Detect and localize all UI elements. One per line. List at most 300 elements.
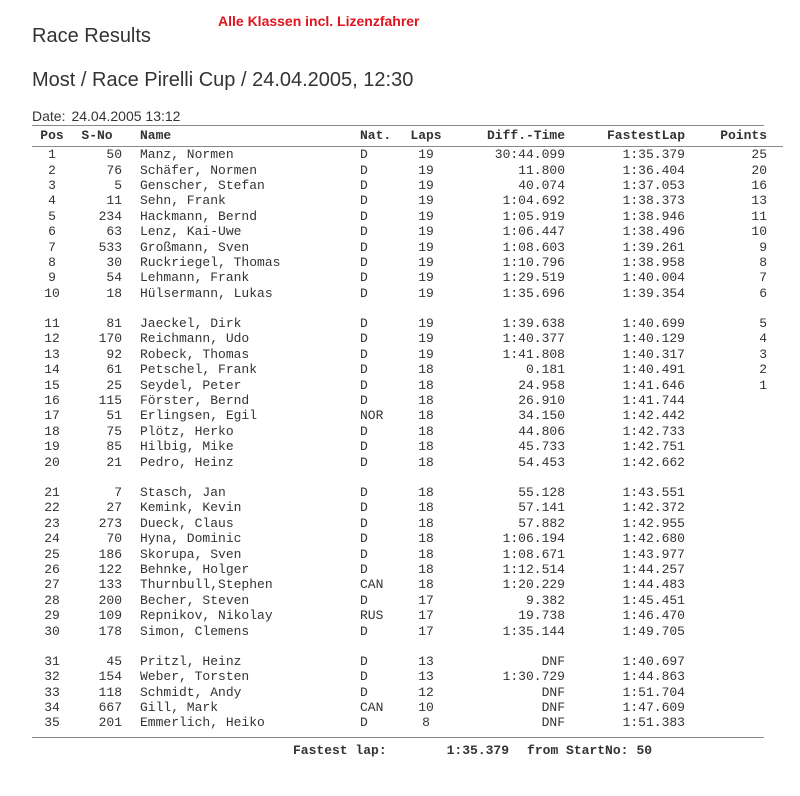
cell-points	[685, 669, 783, 684]
cell-pos: 7	[48, 239, 56, 255]
cell-points: 5	[759, 316, 767, 332]
cell-name: Lehmann, Frank	[140, 270, 250, 286]
cell-points: 16	[751, 177, 767, 193]
cell-diff: 1:35.144	[502, 623, 565, 639]
cell-name: Simon, Clemens	[140, 623, 250, 639]
cell-nat: D	[360, 377, 368, 393]
cell-points	[685, 654, 783, 669]
cell-sno: 115	[98, 393, 122, 409]
cell-name: Hyna, Dominic	[140, 531, 242, 547]
cell-pos: 26	[44, 561, 60, 577]
cell-name: Schmidt, Andy	[140, 684, 242, 700]
cell-diff: 30:44.099	[494, 147, 565, 163]
cell-laps: 17	[418, 608, 434, 624]
cell-name: Petschel, Frank	[140, 362, 258, 378]
cell-nat: CAN	[360, 577, 384, 593]
cell-fastest: 1:40.697	[622, 653, 685, 669]
table-row	[32, 408, 783, 423]
cell-points: 6	[759, 285, 767, 301]
cell-name: Pritzl, Heinz	[140, 653, 242, 669]
table-row	[32, 193, 783, 208]
cell-name: Förster, Bernd	[140, 393, 250, 409]
cell-sno: 11	[106, 193, 122, 209]
cell-diff: 1:40.377	[502, 331, 565, 347]
table-row	[32, 270, 783, 285]
results-body	[32, 147, 783, 731]
group-spacer	[32, 301, 783, 316]
cell-sno: 92	[106, 346, 122, 362]
cell-sno: 76	[106, 162, 122, 178]
cell-pos: 14	[44, 362, 60, 378]
footer-rule	[32, 737, 764, 738]
cell-pos: 29	[44, 608, 60, 624]
cell-laps: 18	[418, 561, 434, 577]
table-row	[32, 700, 783, 715]
cell-nat: RUS	[360, 608, 384, 624]
cell-laps: 18	[418, 577, 434, 593]
cell-fastest: 1:42.955	[622, 515, 685, 531]
col-points-header: Points	[685, 125, 783, 147]
table-row	[32, 654, 783, 669]
cell-pos: 1	[48, 147, 56, 163]
cell-pos: 10	[44, 285, 60, 301]
cell-laps: 19	[418, 177, 434, 193]
cell-points	[685, 685, 783, 700]
cell-points: 8	[759, 254, 767, 270]
cell-fastest: 1:46.470	[622, 608, 685, 624]
cell-fastest: 1:38.373	[622, 193, 685, 209]
cell-sno: 61	[106, 362, 122, 378]
cell-pos: 34	[44, 700, 60, 716]
cell-pos: 3	[48, 177, 56, 193]
cell-pos: 22	[44, 500, 60, 516]
cell-points	[685, 577, 783, 592]
cell-name: Stasch, Jan	[140, 485, 226, 500]
cell-fastest: 1:42.733	[622, 423, 685, 439]
cell-fastest: 1:41.646	[622, 377, 685, 393]
fastest-lap-time: 1:35.379	[446, 743, 510, 758]
results-table	[32, 125, 783, 731]
cell-fastest: 1:51.383	[622, 715, 685, 731]
cell-name: Robeck, Thomas	[140, 346, 250, 362]
cell-pos: 2	[48, 162, 56, 178]
cell-name: Gill, Mark	[140, 700, 219, 716]
cell-points: 2	[759, 362, 767, 378]
cell-fastest: 1:39.261	[622, 239, 685, 255]
cell-sno: 54	[106, 270, 122, 286]
cell-nat: D	[360, 669, 368, 685]
col-laps-header: Laps	[405, 125, 447, 147]
table-row	[32, 162, 783, 177]
cell-laps: 17	[418, 592, 434, 608]
cell-points	[685, 393, 783, 408]
table-row	[32, 546, 783, 561]
cell-sno: 533	[98, 239, 122, 255]
cell-sno: 234	[98, 208, 122, 224]
cell-diff: 1:39.638	[502, 316, 565, 332]
cell-diff: 0.181	[525, 362, 565, 378]
fastest-start-no: 50	[636, 743, 653, 758]
cell-points: 7	[759, 270, 767, 286]
cell-sno: 70	[106, 531, 122, 547]
table-row	[32, 485, 783, 500]
cell-pos: 4	[48, 193, 56, 209]
col-sno-header: S-No	[72, 125, 122, 147]
cell-pos: 31	[44, 653, 60, 669]
cell-pos: 27	[44, 577, 60, 593]
table-row	[32, 577, 783, 592]
cell-nat: D	[360, 561, 368, 577]
cell-pos: 9	[48, 270, 56, 286]
cell-nat: D	[360, 531, 368, 547]
cell-nat: D	[360, 546, 368, 562]
report-date	[32, 108, 180, 124]
cell-diff: 1:06.447	[502, 224, 565, 240]
cell-nat: D	[360, 653, 368, 669]
table-row	[32, 178, 783, 193]
cell-points	[685, 424, 783, 439]
date-label: Date:	[32, 108, 66, 124]
cell-fastest: 1:39.354	[622, 285, 685, 301]
cell-pos: 24	[44, 531, 60, 547]
cell-diff: 57.141	[518, 500, 565, 516]
cell-fastest: 1:40.004	[622, 270, 685, 286]
cell-points: 10	[751, 224, 767, 240]
cell-points	[685, 485, 783, 500]
cell-nat: D	[360, 208, 368, 224]
cell-pos: 23	[44, 515, 60, 531]
cell-name: Erlingsen, Egil	[140, 408, 258, 424]
page-title: Race Results	[32, 25, 151, 47]
cell-laps: 8	[422, 715, 430, 731]
cell-name: Kemink, Kevin	[140, 500, 242, 516]
cell-name: Lenz, Kai-Uwe	[140, 224, 242, 240]
cell-nat: D	[360, 270, 368, 286]
cell-points	[685, 608, 783, 623]
cell-fastest: 1:43.977	[622, 546, 685, 562]
cell-diff: 54.453	[518, 454, 565, 470]
cell-diff: 45.733	[518, 439, 565, 455]
cell-points	[685, 623, 783, 638]
cell-laps: 19	[418, 346, 434, 362]
table-row	[32, 255, 783, 270]
cell-diff: 1:20.229	[502, 577, 565, 593]
cell-sno: 75	[106, 423, 122, 439]
cell-diff: 1:30.729	[502, 669, 565, 685]
cell-fastest: 1:42.372	[622, 500, 685, 516]
cell-fastest: 1:42.442	[622, 408, 685, 424]
cell-name: Reichmann, Udo	[140, 331, 250, 347]
col-nat-header: Nat.	[360, 125, 405, 147]
cell-diff: 24.958	[518, 377, 565, 393]
cell-nat: D	[360, 193, 368, 209]
cell-nat: D	[360, 515, 368, 531]
cell-points	[685, 715, 783, 730]
cell-sno: 18	[106, 285, 122, 301]
cell-pos: 15	[44, 377, 60, 393]
cell-fastest: 1:40.699	[622, 316, 685, 332]
cell-nat: D	[360, 285, 368, 301]
col-pos-header: Pos	[32, 125, 72, 147]
cell-nat: D	[360, 500, 368, 516]
fastest-lap-footer	[293, 743, 652, 758]
cell-name: Becher, Steven	[140, 592, 250, 608]
cell-name: Repnikov, Nikolay	[140, 608, 273, 624]
cell-fastest: 1:44.863	[622, 669, 685, 685]
cell-laps: 19	[418, 316, 434, 332]
cell-fastest: 1:41.744	[622, 393, 685, 409]
cell-pos: 25	[44, 546, 60, 562]
col-fastest-header: FastestLap	[565, 125, 685, 147]
cell-diff: 1:06.194	[502, 531, 565, 547]
cell-laps: 19	[418, 254, 434, 270]
cell-pos: 32	[44, 669, 60, 685]
cell-sno: 63	[106, 224, 122, 240]
cell-diff: 44.806	[518, 423, 565, 439]
cell-laps: 19	[418, 270, 434, 286]
spacer-cell	[32, 301, 783, 316]
cell-nat: NOR	[360, 408, 384, 424]
cell-laps: 10	[418, 700, 434, 716]
cell-fastest: 1:40.129	[622, 331, 685, 347]
cell-sno: 51	[106, 408, 122, 424]
cell-laps: 18	[418, 362, 434, 378]
col-name-header: Name	[122, 125, 360, 147]
cell-fastest: 1:51.704	[622, 684, 685, 700]
cell-fastest: 1:40.317	[622, 346, 685, 362]
cell-laps: 18	[418, 408, 434, 424]
cell-sno: 200	[98, 592, 122, 608]
cell-name: Seydel, Peter	[140, 377, 242, 393]
table-row	[32, 147, 783, 163]
cell-fastest: 1:42.751	[622, 439, 685, 455]
race-subtitle: Most / Race Pirelli Cup / 24.04.2005, 12:30	[32, 69, 414, 91]
cell-nat: CAN	[360, 700, 384, 716]
cell-diff: 1:12.514	[502, 561, 565, 577]
cell-diff: DNF	[541, 715, 565, 731]
cell-diff: 1:35.696	[502, 285, 565, 301]
cell-laps: 19	[418, 162, 434, 178]
cell-laps: 18	[418, 485, 434, 500]
cell-points: 9	[759, 239, 767, 255]
cell-sno: 50	[106, 147, 122, 163]
cell-diff: 1:04.692	[502, 193, 565, 209]
table-row	[32, 209, 783, 224]
cell-laps: 19	[418, 208, 434, 224]
table-row	[32, 377, 783, 392]
cell-diff: 1:05.919	[502, 208, 565, 224]
group-spacer	[32, 639, 783, 654]
cell-diff: 1:29.519	[502, 270, 565, 286]
cell-nat: D	[360, 177, 368, 193]
cell-laps: 19	[418, 285, 434, 301]
header-row	[32, 125, 783, 147]
cell-points: 3	[759, 346, 767, 362]
table-row	[32, 362, 783, 377]
cell-nat: D	[360, 423, 368, 439]
cell-laps: 18	[418, 423, 434, 439]
cell-sno: 25	[106, 377, 122, 393]
cell-name: Hülsermann, Lukas	[140, 285, 273, 301]
cell-pos: 16	[44, 393, 60, 409]
cell-laps: 18	[418, 546, 434, 562]
cell-pos: 28	[44, 592, 60, 608]
cell-pos: 13	[44, 346, 60, 362]
cell-sno: 109	[98, 608, 122, 624]
cell-laps: 18	[418, 377, 434, 393]
cell-fastest: 1:45.451	[622, 592, 685, 608]
cell-name: Emmerlich, Heiko	[140, 715, 265, 731]
cell-sno: 201	[98, 715, 122, 731]
cell-nat: D	[360, 331, 368, 347]
cell-sno: 5	[114, 177, 122, 193]
cell-points	[685, 500, 783, 515]
cell-laps: 18	[418, 454, 434, 470]
cell-pos: 6	[48, 224, 56, 240]
cell-fastest: 1:38.958	[622, 254, 685, 270]
table-row	[32, 454, 783, 469]
table-row	[32, 439, 783, 454]
cell-pos: 5	[48, 208, 56, 224]
cell-pos: 33	[44, 684, 60, 700]
cell-sno: 7	[114, 485, 122, 500]
cell-laps: 18	[418, 531, 434, 547]
cell-points: 25	[751, 147, 767, 163]
cell-points: 11	[751, 208, 767, 224]
cell-fastest: 1:37.053	[622, 177, 685, 193]
cell-sno: 21	[106, 454, 122, 470]
cell-diff: 11.800	[518, 162, 565, 178]
cell-name: Großmann, Sven	[140, 239, 250, 255]
table-row	[32, 316, 783, 331]
cell-points: 20	[751, 162, 767, 178]
spacer-cell	[32, 639, 783, 654]
cell-pos: 35	[44, 715, 60, 731]
cell-name: Ruckriegel, Thomas	[140, 254, 281, 270]
cell-nat: D	[360, 316, 368, 332]
cell-fastest: 1:47.609	[622, 700, 685, 716]
cell-diff: DNF	[541, 684, 565, 700]
cell-laps: 17	[418, 623, 434, 639]
cell-nat: D	[360, 592, 368, 608]
cell-diff: 9.382	[525, 592, 565, 608]
fastest-lap-label: Fastest lap:	[293, 743, 387, 758]
cell-sno: 85	[106, 439, 122, 455]
cell-fastest: 1:38.946	[622, 208, 685, 224]
cell-sno: 178	[98, 623, 122, 639]
cell-pos: 11	[44, 316, 60, 332]
cell-laps: 18	[418, 439, 434, 455]
table-row	[32, 224, 783, 239]
cell-diff: 1:10.796	[502, 254, 565, 270]
cell-sno: 45	[106, 653, 122, 669]
cell-laps: 19	[418, 331, 434, 347]
cell-diff: DNF	[541, 653, 565, 669]
spacer-cell	[32, 470, 783, 485]
cell-nat: D	[360, 239, 368, 255]
cell-laps: 13	[418, 653, 434, 669]
cell-name: Skorupa, Sven	[140, 546, 242, 562]
cell-fastest: 1:49.705	[622, 623, 685, 639]
cell-points	[685, 439, 783, 454]
cell-pos: 8	[48, 254, 56, 270]
cell-nat: D	[360, 224, 368, 240]
cell-fastest: 1:42.680	[622, 531, 685, 547]
cell-points	[685, 454, 783, 469]
cell-laps: 19	[418, 224, 434, 240]
cell-diff: DNF	[541, 700, 565, 716]
cell-name: Hilbig, Mike	[140, 439, 234, 455]
cell-sno: 30	[106, 254, 122, 270]
table-row	[32, 331, 783, 346]
date-value: 24.04.2005 13:12	[71, 108, 181, 124]
table-row	[32, 685, 783, 700]
cell-sno: 667	[98, 700, 122, 716]
cell-name: Pedro, Heinz	[140, 454, 234, 470]
table-row	[32, 516, 783, 531]
cell-pos: 17	[44, 408, 60, 424]
cell-diff: 1:41.808	[502, 346, 565, 362]
cell-nat: D	[360, 715, 368, 731]
table-row	[32, 623, 783, 638]
table-row	[32, 424, 783, 439]
cell-diff: 55.128	[518, 485, 565, 500]
cell-sno: 81	[106, 316, 122, 332]
table-row	[32, 286, 783, 301]
cell-name: Manz, Normen	[140, 147, 234, 163]
cell-nat: D	[360, 485, 368, 500]
cell-sno: 118	[98, 684, 122, 700]
cell-nat: D	[360, 254, 368, 270]
cell-diff: 34.150	[518, 408, 565, 424]
cell-sno: 122	[98, 561, 122, 577]
cell-fastest: 1:35.379	[622, 147, 685, 163]
cell-points	[685, 516, 783, 531]
cell-laps: 19	[418, 239, 434, 255]
cell-diff: 1:08.671	[502, 546, 565, 562]
cell-sno: 154	[98, 669, 122, 685]
cell-name: Plötz, Herko	[140, 423, 234, 439]
cell-name: Genscher, Stefan	[140, 177, 265, 193]
cell-sno: 170	[98, 331, 122, 347]
cell-diff: 57.882	[518, 515, 565, 531]
cell-laps: 13	[418, 669, 434, 685]
cell-sno: 186	[98, 546, 122, 562]
cell-name: Thurnbull,Stephen	[140, 577, 273, 593]
table-row	[32, 593, 783, 608]
cell-nat: D	[360, 362, 368, 378]
cell-points	[685, 593, 783, 608]
table-row	[32, 608, 783, 623]
cell-sno: 133	[98, 577, 122, 593]
fastest-from-label: from StartNo:	[527, 743, 629, 758]
col-diff-header: Diff.-Time	[447, 125, 565, 147]
cell-pos: 30	[44, 623, 60, 639]
cell-points	[685, 562, 783, 577]
cell-laps: 19	[418, 147, 434, 163]
cell-name: Jaeckel, Dirk	[140, 316, 242, 332]
cell-laps: 18	[418, 500, 434, 516]
cell-name: Weber, Torsten	[140, 669, 250, 685]
table-row	[32, 715, 783, 730]
cell-name: Dueck, Claus	[140, 515, 234, 531]
class-annotation: Alle Klassen incl. Lizenzfahrer	[218, 13, 420, 29]
cell-pos: 21	[44, 485, 60, 500]
cell-laps: 18	[418, 515, 434, 531]
cell-fastest: 1:44.483	[622, 577, 685, 593]
cell-diff: 26.910	[518, 393, 565, 409]
cell-laps: 12	[418, 684, 434, 700]
